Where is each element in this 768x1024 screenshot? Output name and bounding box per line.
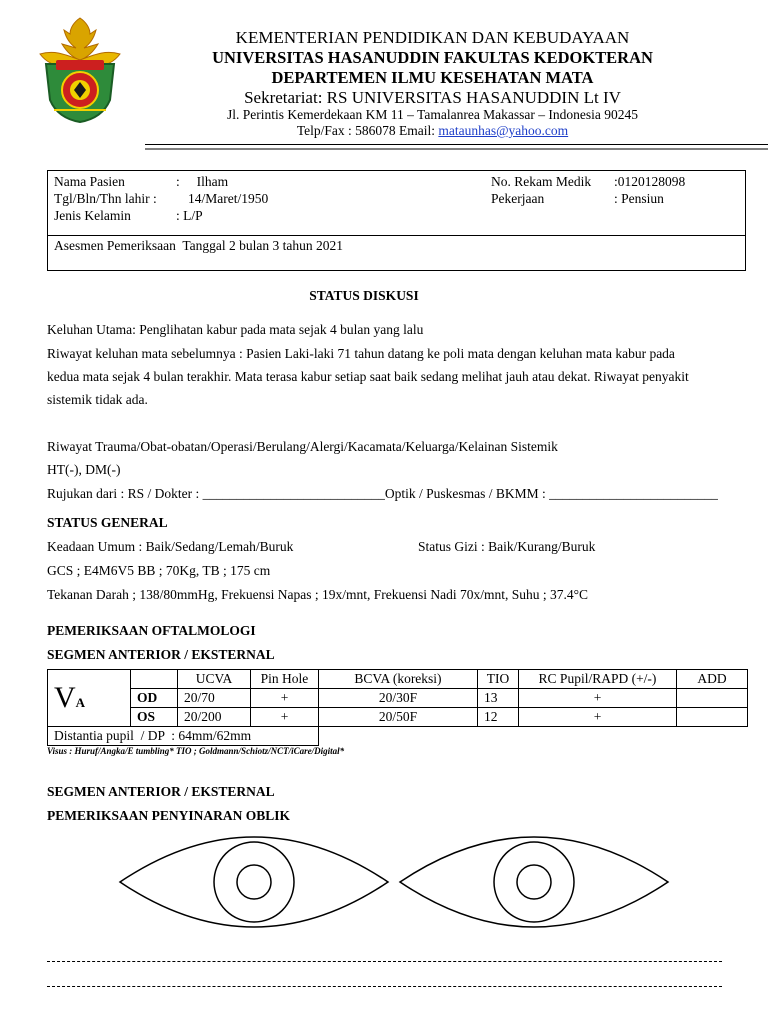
pupil-distance: Distantia pupil / DP : 64mm/62mm xyxy=(48,727,319,746)
os-bcva: 20/50F xyxy=(319,708,478,727)
visus-footnote: Visus : Huruf/Angka/E tumbling* TIO ; Goldmann/Schiotz/NCT/iCare/Digital* xyxy=(47,746,345,756)
patient-box-divider xyxy=(47,235,745,236)
ministry-name: KEMENTERIAN PENDIDIKAN DAN KEBUDAYAAN xyxy=(235,28,630,47)
sex-value: : L/P xyxy=(176,208,203,223)
od-add xyxy=(677,689,748,708)
eye-os: OS xyxy=(131,708,178,727)
header-rule-thin xyxy=(145,144,768,145)
trauma-history: Riwayat Trauma/Obat-obatan/Operasi/Berulang/Alergi/Kacamata/Keluarga/Kelainan Sistemik xyxy=(47,439,558,454)
department-name: DEPARTEMEN ILMU KESEHATAN MATA xyxy=(271,68,594,87)
va-row-os xyxy=(48,708,748,727)
right-eye-diagram-icon xyxy=(116,832,392,932)
nutrition-status xyxy=(418,539,595,555)
university-logo xyxy=(34,14,126,126)
anterior-segment-title: SEGMEN ANTERIOR / EKSTERNAL xyxy=(47,647,275,662)
od-rc: + xyxy=(519,689,677,708)
bcva-header: BCVA (koreksi) xyxy=(319,670,478,689)
status-general-title: STATUS GENERAL xyxy=(47,515,168,530)
assessment-date: Asesmen Pemeriksaan Tanggal 2 bulan 3 tahun 2021 xyxy=(54,238,343,253)
od-ucva: 20/70 xyxy=(178,689,251,708)
od-bcva: 20/30F xyxy=(319,689,478,708)
vitals-line: Tekanan Darah ; 138/80mmHg, Frekuensi Napas ; 19x/mnt, Frekuensi Nadi 70x/mnt, Suhu ; 37.4°C xyxy=(47,587,589,602)
visual-acuity-table xyxy=(47,669,748,746)
pinhole-header: Pin Hole xyxy=(251,670,319,689)
os-ucva: 20/200 xyxy=(178,708,251,727)
gcs-line: GCS ; E4M6V5 BB ; 70Kg, TB ; 175 cm xyxy=(47,563,271,578)
va-row-od xyxy=(48,689,748,708)
ht-dm: HT(-), DM(-) xyxy=(47,462,121,477)
eye-header-cell xyxy=(131,670,178,689)
left-eye-diagram-icon xyxy=(396,832,672,932)
job-label: Pekerjaan xyxy=(491,191,545,206)
os-tio: 12 xyxy=(478,708,519,727)
os-rc: + xyxy=(519,708,677,727)
contact-prefix: Telp/Fax : 586078 Email: xyxy=(296,123,439,138)
dob-label: Tgl/Bln/Thn lahir : xyxy=(54,191,157,206)
va-subscript: A xyxy=(75,695,86,710)
add-header: ADD xyxy=(677,670,748,689)
sex-label: Jenis Kelamin xyxy=(54,208,131,223)
contact-line xyxy=(150,123,715,139)
od-tio: 13 xyxy=(478,689,519,708)
mrn-value: :0120128098 xyxy=(614,174,686,189)
history-line-3: sistemik tidak ada. xyxy=(47,392,148,407)
email-link[interactable]: mataunhas@yahoo.com xyxy=(438,123,569,138)
va-label-cell xyxy=(48,670,131,727)
va-big-letter: V xyxy=(54,681,76,714)
eye-od: OD xyxy=(131,689,178,708)
main-complaint: Keluhan Utama: Penglihatan kabur pada mata sejak 4 bulan yang lalu xyxy=(47,322,424,337)
history-line-2: kedua mata sejak 4 bulan terakhir. Mata terasa kabur setiap saat baik sedang melihat jauh atau dekat. Riwayat penyakit xyxy=(47,369,689,384)
mrn-label: No. Rekam Medik xyxy=(491,174,592,189)
ucva-header: UCVA xyxy=(178,670,251,689)
header-rule-thick xyxy=(145,148,768,150)
referral: Rujukan dari : RS / Dokter : ___________________________Optik / Puskesmas / BKMM : _________________________ xyxy=(47,486,718,501)
tio-header: TIO xyxy=(478,670,519,689)
answer-line-1 xyxy=(47,961,722,962)
secretariat: Sekretariat: RS UNIVERSITAS HASANUDDIN Lt IV xyxy=(244,88,621,107)
nutrition-value: Baik/Kurang/Buruk xyxy=(488,539,596,554)
va-header-row xyxy=(48,670,748,689)
dob-value: 14/Maret/1950 xyxy=(188,191,269,206)
anterior-segment-title-2: SEGMEN ANTERIOR / EKSTERNAL xyxy=(47,784,275,799)
rc-pupil-header: RC Pupil/RAPD (+/-) xyxy=(519,670,677,689)
general-condition-label: Keadaan Umum : xyxy=(47,539,146,554)
university-name: UNIVERSITAS HASANUDDIN FAKULTAS KEDOKTERAN xyxy=(212,48,653,67)
job-value: : Pensiun xyxy=(614,191,664,206)
od-pinhole: + xyxy=(251,689,319,708)
nutrition-label: Status Gizi : xyxy=(418,539,489,554)
name-value: : Ilham xyxy=(176,174,229,189)
address: Jl. Perintis Kemerdekaan KM 11 – Tamalanrea Makassar – Indonesia 90245 xyxy=(226,107,639,122)
va-row-pd xyxy=(48,727,748,746)
general-condition xyxy=(47,539,293,555)
ophthalmology-title: PEMERIKSAAN OFTALMOLOGI xyxy=(47,623,256,638)
general-condition-value: Baik/Sedang/Lemah/Buruk xyxy=(145,539,294,554)
name-label: Nama Pasien xyxy=(54,174,125,189)
section-title: STATUS DISKUSI xyxy=(309,288,419,303)
history-line-1: Riwayat keluhan mata sebelumnya : Pasien Laki-laki 71 tahun datang ke poli mata dengan keluhan mata kabur pada xyxy=(47,346,675,361)
os-add xyxy=(677,708,748,727)
answer-line-2 xyxy=(47,986,722,987)
oblique-illumination-title: PEMERIKSAAN PENYINARAN OBLIK xyxy=(47,808,291,823)
os-pinhole: + xyxy=(251,708,319,727)
